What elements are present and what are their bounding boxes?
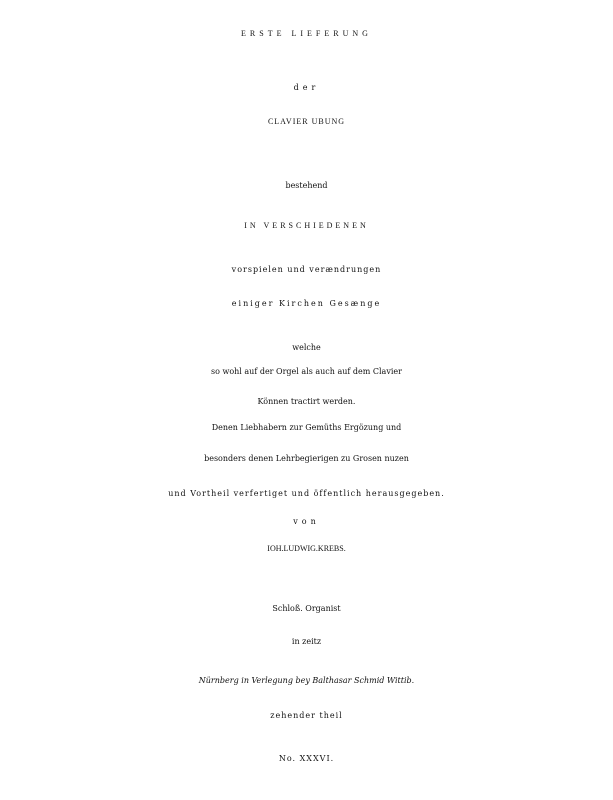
part-label: zehender theil — [270, 711, 343, 720]
heading-first-delivery: ERSTE LIEFERUNG — [241, 29, 372, 38]
text-der: der — [293, 83, 320, 92]
text-welche: welche — [292, 343, 321, 352]
publisher-line: Nürnberg in Verlegung bey Balthasar Schmid Wittib. — [198, 676, 415, 685]
opus-number: No. XXXVI. — [278, 754, 335, 763]
text-tractirt: Können tractirt werden. — [257, 397, 356, 406]
text-liebhabern: Denen Liebhabern zur Gemüths Ergözung und — [211, 423, 402, 432]
text-vortheil: und Vortheil verfertiget und öffentlich herausgegeben. — [168, 489, 445, 498]
text-von: von — [293, 517, 320, 526]
heading-clavier-ubung: CLAVIER UBUNG — [267, 117, 346, 126]
author-place: in zeitz — [291, 637, 322, 646]
author-position: Schloß. Organist — [272, 604, 341, 613]
author-name: IOH.LUDWIG.KREBS. — [267, 544, 346, 553]
text-orgel-clavier: so wohl auf der Orgel als auch auf dem Clavier — [211, 367, 402, 376]
text-bestehend: bestehend — [285, 181, 328, 190]
text-vorspielen: vorspielen und verændrungen — [231, 265, 382, 274]
heading-in-verschiedenen: IN VERSCHIEDENEN — [244, 221, 369, 230]
text-kirchen-gesaenge: einiger Kirchen Gesænge — [231, 299, 382, 308]
text-lehrbegierigen: besonders denen Lehrbegierigen zu Grosen nuzen — [204, 454, 409, 463]
